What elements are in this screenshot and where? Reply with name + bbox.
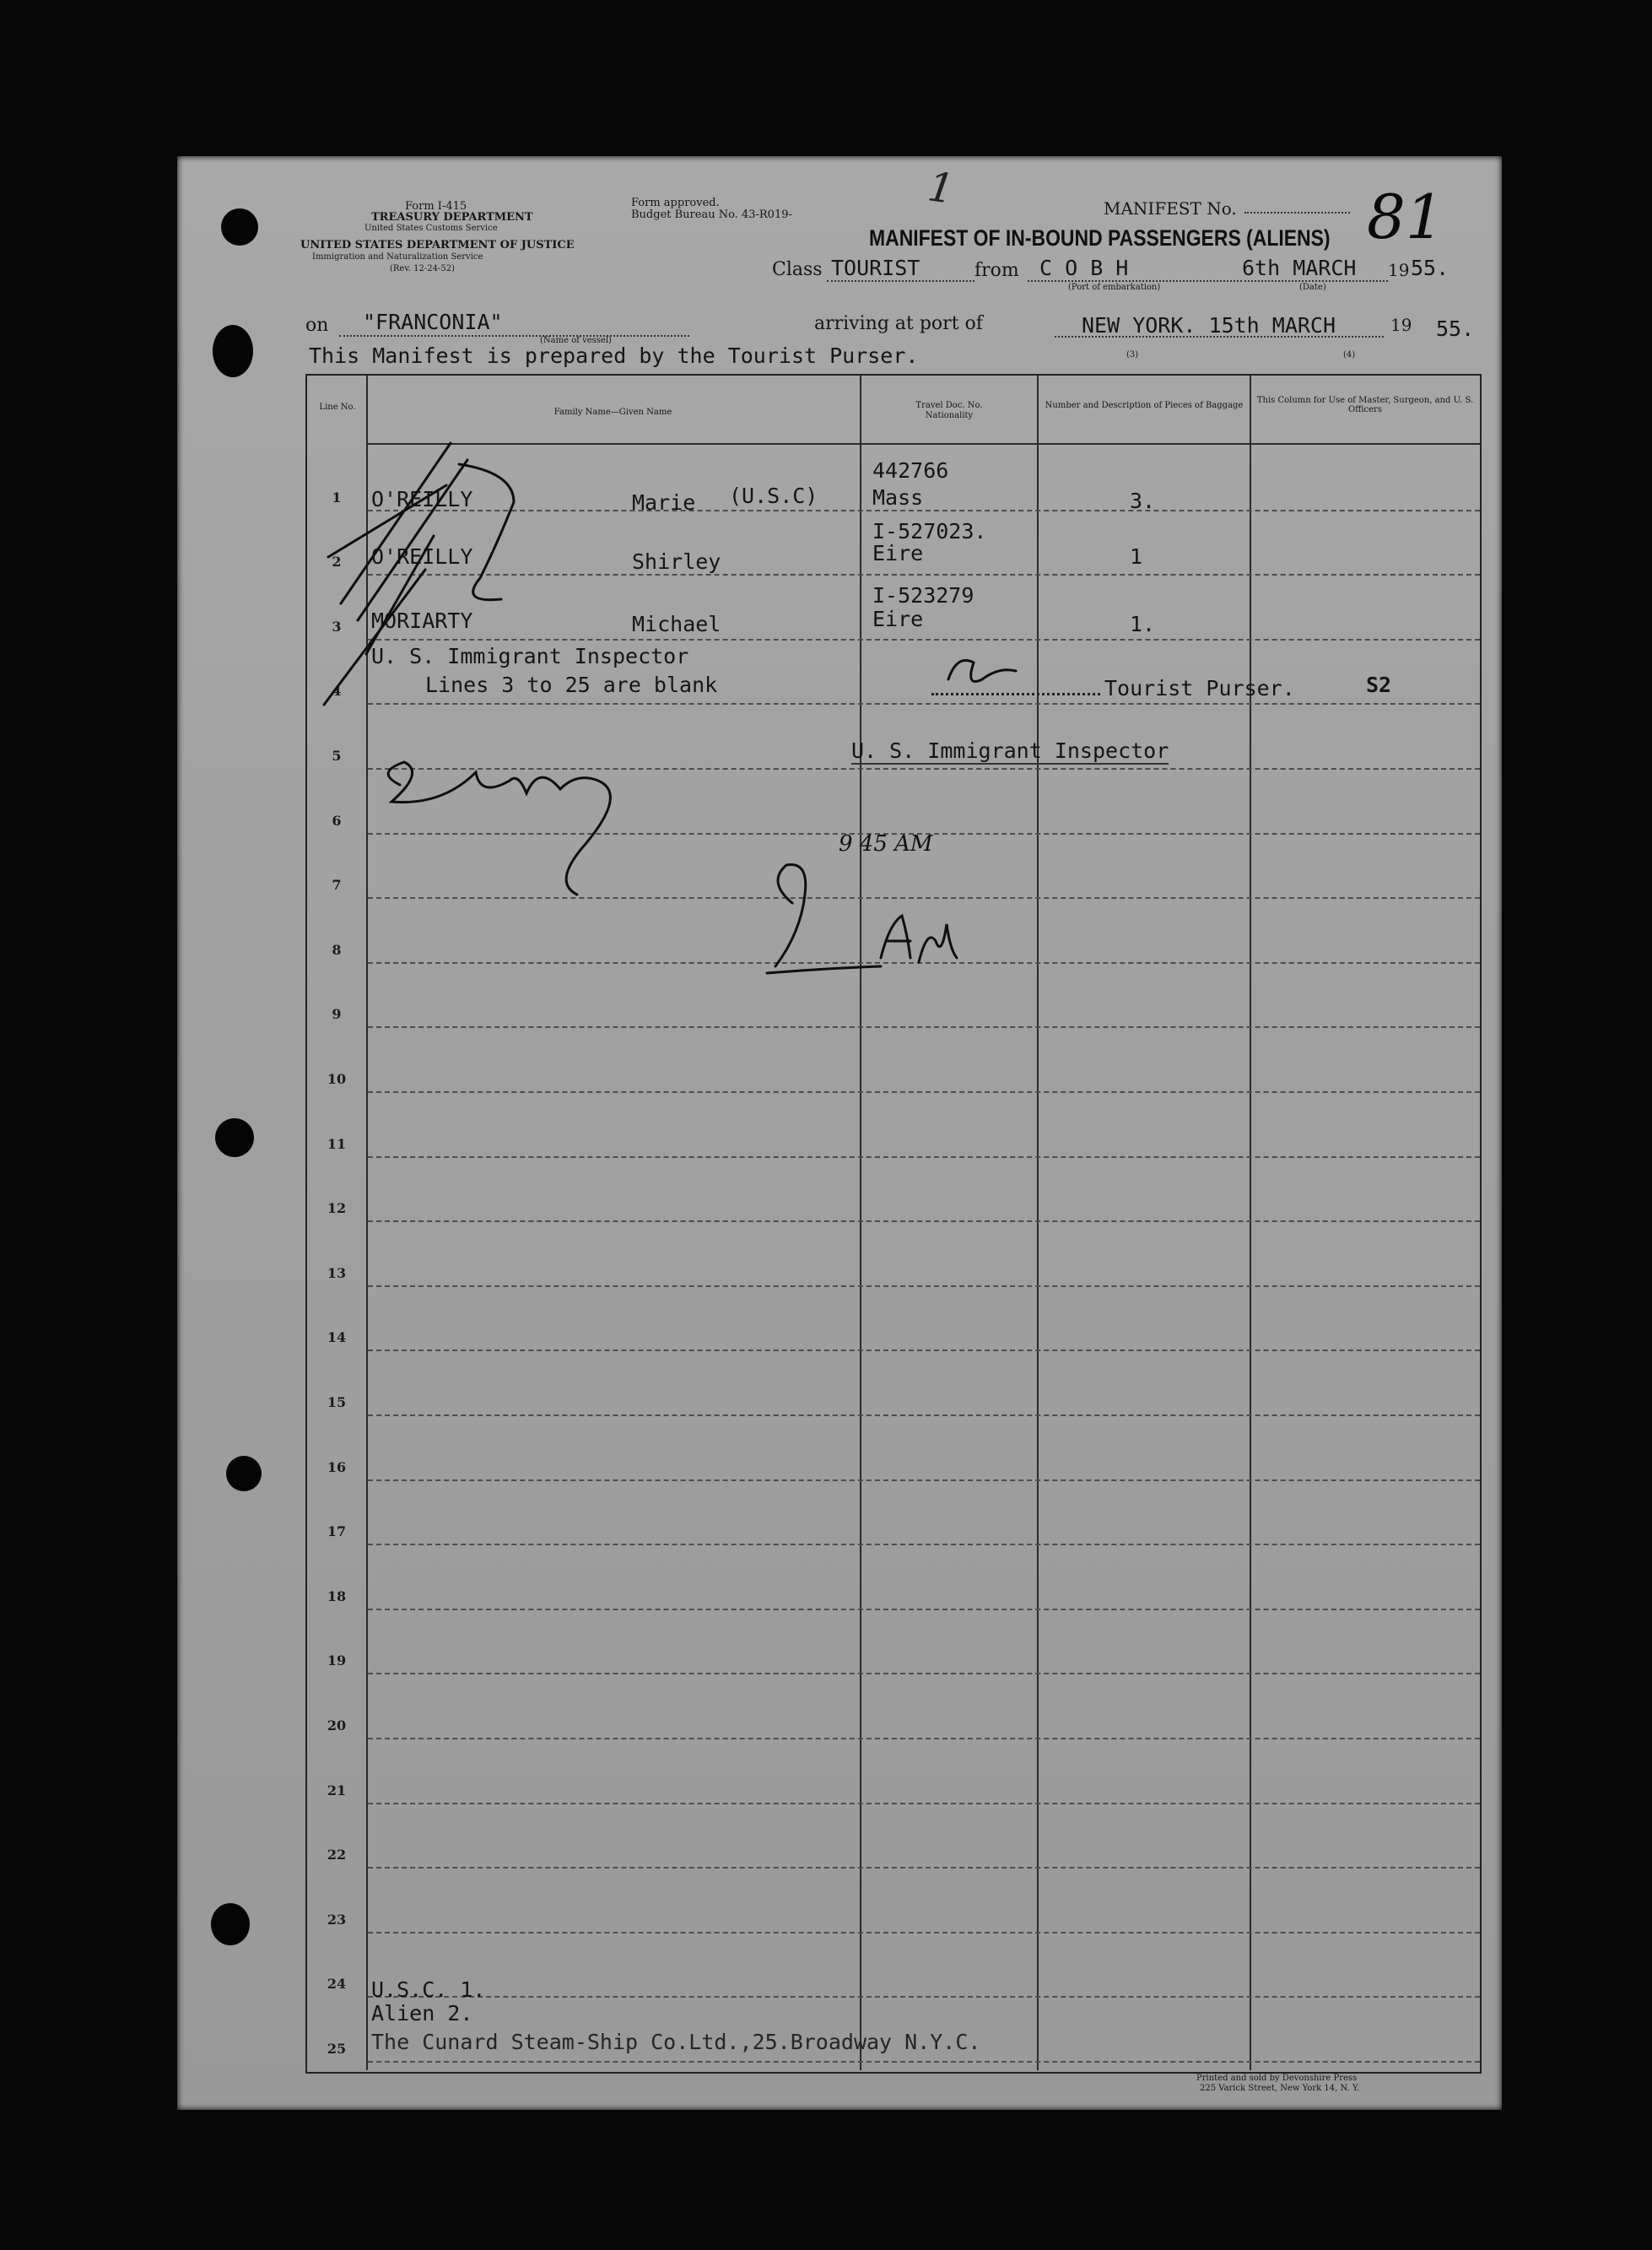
class-label: Class (772, 259, 823, 280)
arrival-year-prefix: 19 (1390, 315, 1412, 335)
col-nationality: Nationality (925, 411, 974, 420)
purser-signature (948, 661, 1016, 682)
manifest-no-label: MANIFEST No. (1104, 198, 1237, 219)
line-number: 8 (332, 941, 342, 958)
form-approved: Form approved. (631, 197, 720, 209)
row-rule (368, 1091, 1480, 1093)
col-travel-doc: Travel Doc. No. (915, 401, 983, 410)
col-name: Family Name—Given Name (553, 408, 672, 417)
passenger-1-family: O'REILLY (371, 487, 473, 511)
line-number: 16 (327, 1458, 347, 1475)
time-underline (767, 966, 881, 973)
passenger-3-baggage: 1. (1130, 612, 1156, 636)
col-line-no: Line No. (319, 403, 356, 412)
line-number: 7 (332, 877, 342, 894)
from-label: from (974, 260, 1019, 281)
passenger-2-doc: I-527023. (872, 519, 987, 544)
purser-number: S2 (1366, 673, 1392, 697)
line-number: 13 (327, 1264, 347, 1281)
purser-title: Tourist Purser. (1104, 676, 1295, 700)
row-rule (368, 1609, 1480, 1610)
line-number: 10 (327, 1071, 347, 1087)
line-number: 20 (327, 1717, 347, 1733)
manifest-sheet (177, 156, 1502, 2110)
line-number: 25 (327, 2041, 347, 2057)
justice-dept: UNITED STATES DEPARTMENT OF JUSTICE (300, 239, 575, 252)
col-officers: This Column for Use of Master, Surgeon, and U. S. Officers (1256, 396, 1474, 414)
line-number: 5 (332, 748, 342, 764)
class-line (827, 280, 974, 282)
inspector-note: U. S. Immigrant Inspector (371, 644, 689, 668)
manifest-number: 81 (1367, 181, 1444, 252)
row-rule (368, 1544, 1480, 1545)
manifest-title: MANIFEST OF IN-BOUND PASSENGERS (ALIENS) (869, 225, 1331, 251)
from-value: C O B H (1039, 256, 1129, 280)
passenger-1-doc: 442766 (872, 458, 949, 483)
caption-4: (4) (1343, 350, 1356, 360)
inspector-signature (388, 762, 610, 895)
line-number: 23 (327, 1911, 347, 1928)
passenger-3-nationality: Eire (872, 607, 924, 631)
passenger-1-baggage: 3. (1130, 489, 1156, 513)
row-rule (368, 1996, 1480, 1998)
form-number: Form I-415 (405, 200, 467, 213)
passenger-2-baggage: 1 (1130, 544, 1143, 569)
row-rule (368, 1414, 1480, 1416)
line-number: 24 (327, 1976, 347, 1993)
handwriting (307, 409, 1480, 1000)
prepared-note: This Manifest is prepared by the Tourist Purser. (309, 343, 919, 368)
customs-service: United States Customs Service (364, 224, 498, 233)
usc-count: U.S.C. 1. (371, 1977, 486, 2002)
revision-date: (Rev. 12-24-52) (390, 264, 456, 273)
passenger-1-nationality: Mass (872, 485, 924, 510)
row-rule (368, 1932, 1480, 1934)
passenger-3-family: MORIARTY (371, 608, 473, 633)
col-baggage: Number and Description of Pieces of Baggage (1045, 401, 1244, 410)
ins-service: Immigration and Naturalization Service (312, 252, 483, 262)
from-line (1028, 280, 1239, 282)
line-number: 12 (327, 1200, 347, 1217)
budget-bureau: Budget Bureau No. 43-R019- (631, 208, 792, 221)
class-value: TOURIST (831, 256, 920, 280)
printer-line-1: Printed and sold by Devonshire Press (1196, 2074, 1358, 2083)
line-number: 1 (332, 489, 342, 506)
binder-hole (213, 325, 253, 377)
arrival-year: 55. (1436, 316, 1475, 341)
arrival-port-date: NEW YORK. 15th MARCH (1082, 313, 1336, 338)
line-number: 14 (327, 1329, 347, 1346)
row-rule (368, 1026, 1480, 1028)
vessel-line (339, 335, 689, 337)
bracket-stroke (459, 464, 514, 600)
line-number: 22 (327, 1847, 347, 1863)
line-number: 17 (327, 1523, 347, 1540)
on-label: on (305, 315, 329, 336)
passenger-3-doc: I-523279 (872, 583, 974, 608)
shipping-agent: The Cunard Steam-Ship Co.Ltd.,25.Broadway N.Y.C. (371, 2030, 981, 2054)
caption-3: (3) (1126, 350, 1139, 360)
line-number: 15 (327, 1394, 347, 1410)
passenger-table (305, 374, 1482, 2074)
alien-count: Alien 2. (371, 2001, 473, 2026)
passenger-2-family: O'REILLY (371, 544, 473, 569)
line-number: 2 (332, 554, 342, 571)
passenger-2-nationality: Eire (872, 541, 924, 565)
inspector-signature-line: U. S. Immigrant Inspector (851, 738, 1169, 763)
date-line (1240, 280, 1388, 282)
vessel-name: "FRANCONIA" (363, 310, 503, 334)
binder-hole (226, 1456, 262, 1491)
line-number: 19 (327, 1652, 347, 1669)
manifest-no-line (1244, 188, 1350, 214)
row-rule (368, 1673, 1480, 1674)
passenger-2-given: Shirley (632, 549, 721, 574)
row-rule (368, 1479, 1480, 1481)
line-number: 4 (332, 683, 342, 700)
year-prefix: 19 (1388, 260, 1410, 280)
time-am (881, 916, 957, 962)
time-nine (775, 864, 806, 966)
handwritten-mark: 1 (925, 163, 958, 214)
binder-hole (215, 1118, 254, 1157)
treasury-dept: TREASURY DEPARTMENT (371, 211, 533, 224)
departure-date: 6th MARCH (1242, 256, 1357, 280)
passenger-1-given: Marie (632, 490, 696, 515)
checkmark-stroke (324, 443, 467, 705)
departure-year: 55. (1411, 256, 1450, 280)
line-number: 21 (327, 1782, 347, 1798)
printer-line-2: 225 Varick Street, New York 14, N. Y. (1200, 2084, 1360, 2093)
row-rule (368, 1220, 1480, 1222)
blank-lines-note: Lines 3 to 25 are blank (425, 673, 718, 697)
binder-hole (211, 1903, 250, 1945)
line-number: 11 (327, 1135, 347, 1152)
vessel-caption: (Name of vessel) (540, 336, 612, 345)
row-rule (368, 1803, 1480, 1804)
arrival-line (1055, 336, 1384, 338)
binder-hole (221, 208, 258, 246)
port-caption: (Port of embarkation) (1068, 283, 1161, 292)
row-rule (368, 1156, 1480, 1158)
line-number: 3 (332, 618, 342, 635)
line-number: 18 (327, 1587, 347, 1604)
row-rule (368, 1738, 1480, 1739)
row-rule (368, 1285, 1480, 1287)
line-number: 9 (332, 1006, 342, 1023)
date-caption: (Date) (1299, 283, 1326, 292)
row-rule (368, 1349, 1480, 1351)
arriving-label: arriving at port of (814, 313, 983, 334)
passenger-3-given: Michael (632, 612, 721, 636)
row-rule (368, 1867, 1480, 1869)
row-rule (368, 2061, 1480, 2063)
line-number: 6 (332, 812, 342, 829)
time-stamp: 9 45 AM (839, 831, 933, 857)
passenger-1-note: (U.S.C) (729, 484, 818, 508)
